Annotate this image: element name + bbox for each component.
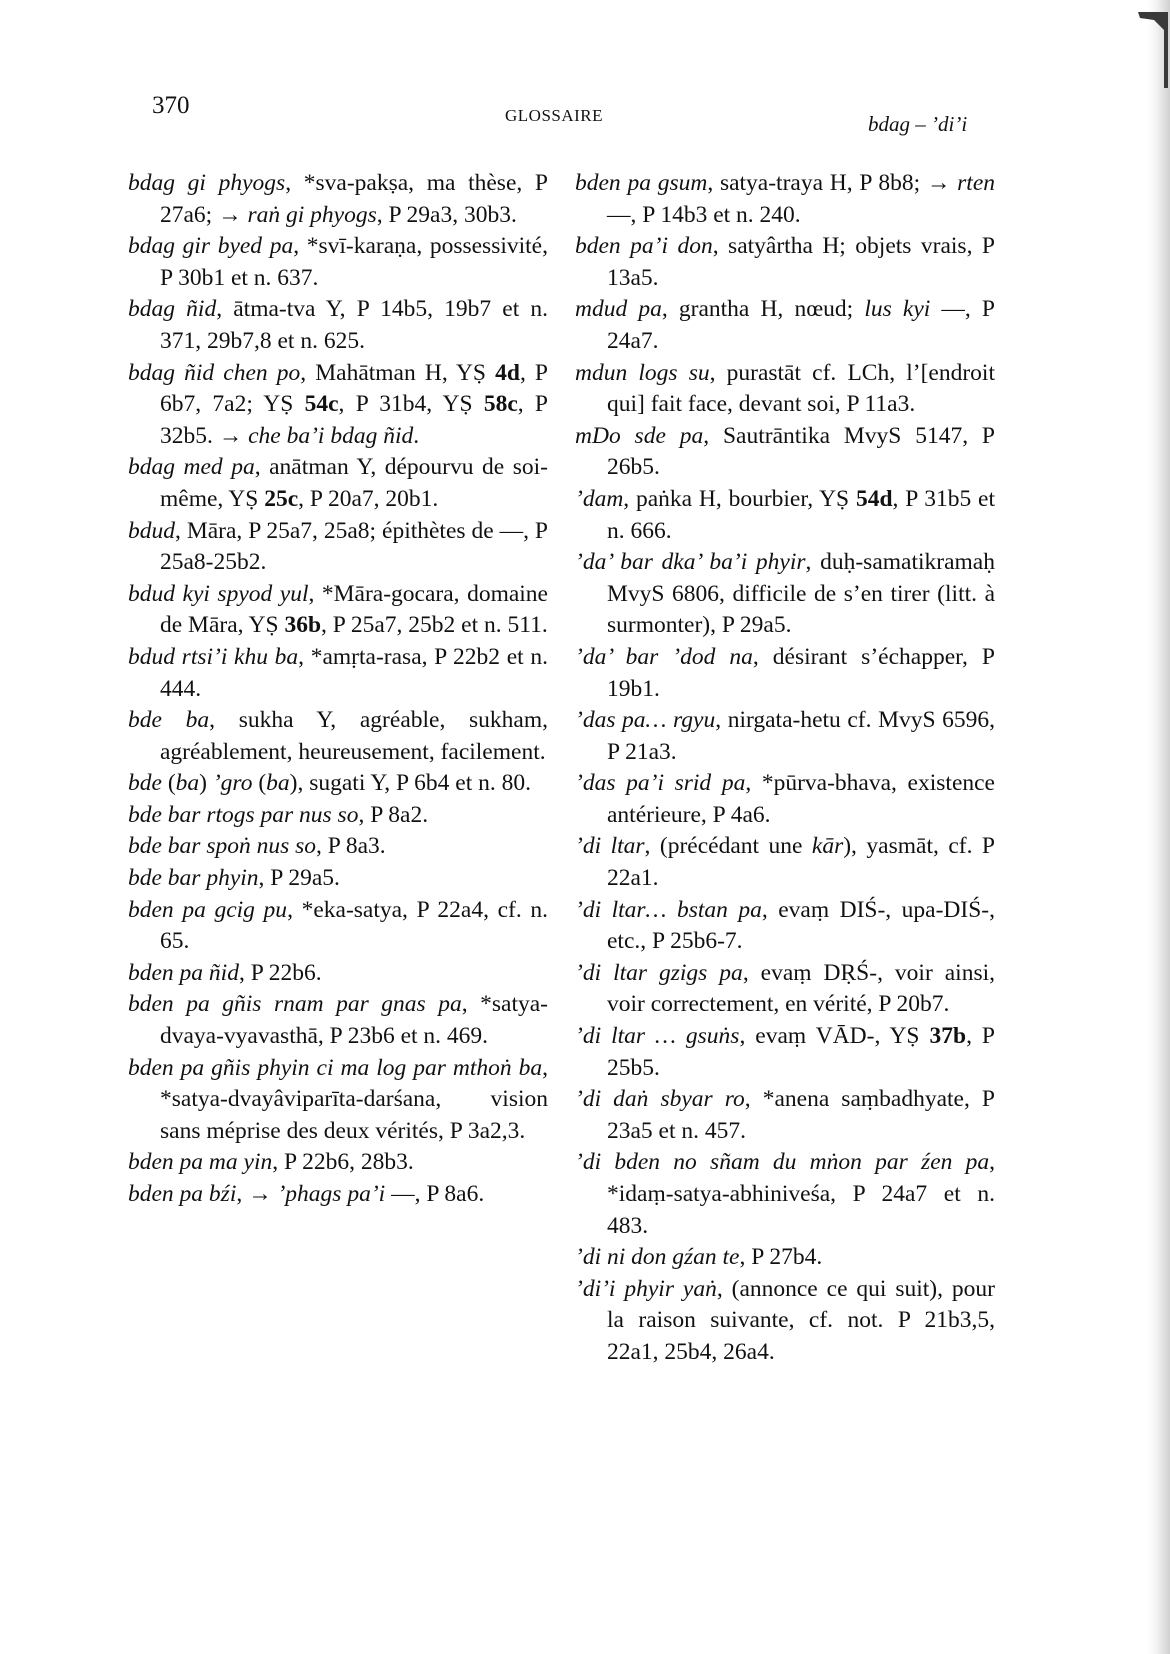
glossary-entry: ’di ltar… bstan pa, evaṃ DIŚ-, upa-DIŚ-, etc., P 25b6-7. (575, 896, 995, 955)
glossary-entry: bde ba, sukha Y, agréable, sukham, agréablement, heureusement, facilement. (128, 707, 549, 765)
glossary-entry: bdag ñid chen po, Mahātman H, YṢ 4d, P 6b7, 7a2; YṢ 54c, P 31b4, YṢ 58c, P 32b5. → che ba’i bdag ñid. (128, 359, 548, 449)
running-range: bdag – ’di’i (868, 112, 968, 136)
glossary-entry: ’di’i phyir yaṅ, (annonce ce qui suit), pour la raison suivante, cf. not. P 21b3,5, 22a1, 25b4, 26a4. (575, 1275, 995, 1365)
glossary-entry: bden pa ma yin, P 22b6, 28b3. (128, 1149, 414, 1176)
glossary-entry: bde bar spoṅ nus so, P 8a3. (128, 833, 386, 860)
glossary-entry: ’di daṅ sbyar ro, *anena saṃbadhyate, P 23a5 et n. 457. (575, 1086, 995, 1144)
glossary-entry: ’das pa’i srid pa, *pūrva-bhava, existence antérieure, P 4a6. (575, 770, 995, 828)
left-column (128, 168, 548, 1211)
glossary-entry: bdud, Māra, P 25a7, 25a8; épithètes de —, P 25a8-25b2. (128, 517, 548, 576)
glossary-entry: ’das pa… rgyu, nirgata-hetu cf. MvyS 6596, P 21a3. (575, 707, 995, 765)
glossary-entry: bden pa gsum, satya-traya H, P 8b8; → rten —, P 14b3 et n. 240. (575, 170, 995, 228)
glossary-entry: bde (ba) ’gro (ba), sugati Y, P 6b4 et n. 80. (128, 770, 531, 797)
glossary-entry: bden pa gcig pu, *eka-satya, P 22a4, cf. n. 65. (128, 896, 548, 955)
glossary-entry: bdud kyi spyod yul, *Māra-gocara, domaine de Māra, YṢ 36b, P 25a7, 25b2 et n. 511. (128, 580, 548, 639)
scan-edge-mark-icon (1134, 10, 1170, 90)
glossary-entry: mDo sde pa, Sautrāntika MvyS 5147, P 26b5. (575, 422, 995, 481)
glossary-entry: bde bar phyin, P 29a5. (128, 865, 340, 892)
glossary-entry: ’di ni don gźan te, P 27b4. (575, 1244, 823, 1271)
running-head: GLOSSAIRE (505, 106, 604, 125)
glossary-entry: ’di bden no sñam du mṅon par źen pa, *idaṃ-satya-abhiniveśa, P 24a7 et n. 483. (575, 1149, 995, 1239)
scan-edge-shadow (1126, 0, 1170, 1654)
glossary-entry: ’di ltar, (précédant une kār), yasmāt, cf. P 22a1. (575, 833, 995, 892)
glossary-entry: ’da’ bar ’dod na, désirant s’échapper, P 19b1. (575, 643, 995, 702)
glossary-entry: bdag gir byed pa, *svī-karaṇa, possessivité, P 30b1 et n. 637. (128, 233, 548, 291)
glossary-entry: ’di ltar … gsuṅs, evaṃ VĀD-, YṢ 37b, P 25b5. (575, 1023, 995, 1081)
glossary-entry: bden pa ñid, P 22b6. (128, 959, 322, 986)
glossary-entry: bden pa gñis rnam par gnas pa, *satya-dvaya-vyavasthā, P 23b6 et n. 469. (128, 991, 548, 1050)
glossary-entry: ’di ltar gzigs pa, evaṃ DṚŚ-, voir ainsi, voir correctement, en vérité, P 20b7. (575, 959, 995, 1018)
glossary-entry: bdag med pa, anātman Y, dépourvu de soi-même, YṢ 25c, P 20a7, 20b1. (128, 454, 548, 512)
glossary-entry: bden pa bźi, → ’phags pa’i —, P 8a6. (128, 1181, 485, 1207)
glossary-entry: ’dam, paṅka H, bourbier, YṢ 54d, P 31b5 et n. 666. (575, 485, 995, 544)
glossary-entry: bdag gi phyogs, *sva-pakṣa, ma thèse, P 27a6; → raṅ gi phyogs, P 29a3, 30b3. (128, 170, 548, 228)
glossary-entry: bden pa gñis phyin ci ma log par mthoṅ ba, *satya-dvayâviparīta-darśana, vision sans méprise des deux vérités, P 3a2,3. (128, 1054, 548, 1144)
glossary-entry: bden pa’i don, satyârtha H; objets vrais, P 13a5. (575, 233, 995, 291)
glossary-entry: bdag ñid, ātma-tva Y, P 14b5, 19b7 et n. 371, 29b7,8 et n. 625. (128, 296, 549, 354)
glossary-entry: ’da’ bar dka’ ba’i phyir, duḥ-samatikramaḥ MvyS 6806, difficile de s’en tirer (litt. à surmonter), P 29a5. (575, 549, 995, 639)
page-number: 370 (152, 92, 190, 119)
glossary-entry: mdud pa, grantha H, nœud; lus kyi —, P 24a7. (575, 296, 995, 354)
glossary-entry: bde bar rtogs par nus so, P 8a2. (128, 801, 429, 828)
glossary-entry: mdun logs su, purastāt cf. LCh, l’[endroit qui] fait face, devant soi, P 11a3. (575, 359, 995, 418)
right-column (575, 168, 995, 1369)
glossary-entry: bdud rtsi’i khu ba, *amṛta-rasa, P 22b2 et n. 444. (128, 643, 548, 702)
